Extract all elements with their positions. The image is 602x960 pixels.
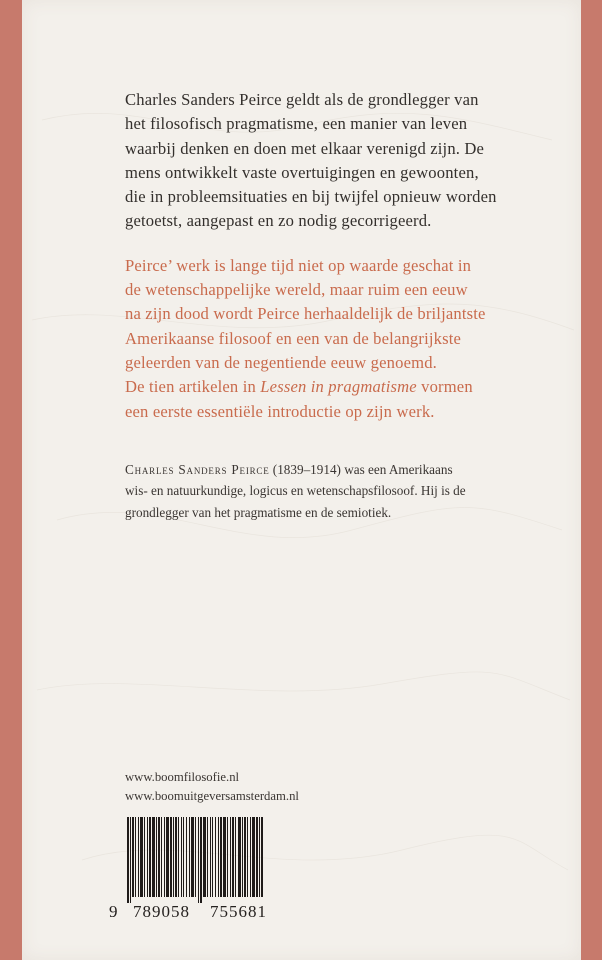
accent-line-2: de wetenschappelijke wereld, maar ruim een eeuw: [125, 280, 468, 300]
intro-line-5: die in probleemsituaties en bij twijfel opnieuw worden: [125, 187, 497, 207]
barcode-bar: [256, 817, 258, 897]
intro-line-1: Charles Sanders Peirce geldt als de grondlegger van: [125, 90, 479, 109]
barcode-bar: [250, 817, 251, 897]
barcode-bar: [166, 817, 169, 897]
accent-line-6-prefix: De tien artikelen in: [125, 377, 261, 397]
author-name: Charles Sanders Peirce: [125, 461, 270, 477]
barcode-bar: [195, 817, 196, 897]
barcode-bar: [261, 817, 263, 897]
paper-panel: [22, 0, 581, 960]
barcode-bar: [200, 817, 202, 903]
intro-paragraph: [125, 88, 580, 234]
isbn-group-1: 789058: [133, 902, 190, 921]
barcode-bar: [232, 817, 234, 897]
barcode-bar: [175, 817, 177, 897]
barcode-bar: [173, 817, 174, 897]
accent-line-7: een eerste essentiële introductie op zijn werk.: [125, 401, 435, 421]
main-text-block: [125, 88, 580, 537]
barcode-bar: [132, 817, 134, 897]
barcode-bar: [235, 817, 236, 897]
barcode-bar: [207, 817, 208, 897]
barcode-bar: [186, 817, 187, 897]
barcode-bar: [191, 817, 194, 897]
barcode-bar: [227, 817, 228, 897]
accent-line-4: Amerikaanse filosoof en een van de belangrijkste: [125, 328, 462, 348]
barcode-bar: [149, 817, 151, 897]
accent-line-5: geleerden van de negentiende eeuw genoemd.: [125, 352, 437, 372]
accent-line-6-suffix: vormen: [416, 377, 473, 397]
barcode-bar: [152, 817, 155, 897]
isbn-first-digit: 9: [109, 902, 119, 921]
barcode-bar: [189, 817, 190, 897]
barcode-bar: [144, 817, 145, 897]
barcode-bar: [210, 817, 211, 897]
intro-line-4: mens ontwikkelt vaste overtuigingen en gewoonten,: [125, 162, 479, 182]
author-bio: [125, 459, 580, 524]
barcode-bar: [138, 817, 139, 897]
barcode-bar: [161, 817, 162, 897]
publisher-websites: [125, 768, 299, 806]
barcode-bar: [212, 817, 213, 897]
barcode-bar: [130, 817, 131, 903]
isbn-barcode: [109, 817, 277, 925]
intro-line-6: getoetst, aangepast en zo nodig gecorrigeerd.: [125, 211, 432, 231]
barcode-bar: [259, 817, 260, 897]
isbn-group-2: 755681: [210, 902, 267, 921]
barcode-bar: [215, 817, 216, 897]
barcode-bar: [164, 817, 165, 897]
barcode-bar: [181, 817, 182, 897]
accent-line-1: Peirce’ werk is lange tijd niet op waarde geschat in: [125, 255, 472, 275]
barcode-bar: [178, 817, 179, 897]
barcode-bar: [170, 817, 172, 897]
barcode-bar: [127, 817, 129, 903]
barcode-bar: [223, 817, 226, 897]
barcode-bar: [218, 817, 219, 897]
barcode-bar: [220, 817, 222, 897]
bio-line-1: [125, 459, 580, 481]
accent-paragraph: [125, 254, 580, 424]
barcode-bar: [247, 817, 248, 897]
barcode-bar: [198, 817, 199, 903]
barcode-bar: [252, 817, 255, 897]
barcode-bar: [242, 817, 243, 897]
barcode-bar: [238, 817, 241, 897]
isbn-number: [109, 902, 277, 926]
barcode-bar: [183, 817, 184, 897]
intro-line-3: waarbij denken en doen met elkaar verenigd zijn. De: [125, 138, 485, 158]
barcode-bar: [147, 817, 148, 897]
barcode-bar: [158, 817, 160, 897]
barcode-bar: [135, 817, 136, 897]
barcode-bar: [140, 817, 143, 897]
intro-line-2: het filosofisch pragmatisme, een manier van leven: [125, 114, 468, 134]
website-link-1[interactable]: www.boomfilosofie.nl: [125, 770, 240, 784]
website-link-2[interactable]: www.boomuitgeversamsterdam.nl: [125, 789, 299, 803]
accent-line-6: [125, 375, 580, 399]
barcode-bar: [156, 817, 157, 897]
book-title: Lessen in pragmatisme: [260, 377, 417, 397]
barcode-bar: [244, 817, 246, 897]
barcode-bar: [230, 817, 231, 897]
bio-line-1-rest: (1839–1914) was een Amerikaans: [269, 461, 453, 477]
bio-line-2: wis- en natuurkundige, logicus en wetenschapsfilosoof. Hij is de: [125, 483, 466, 499]
barcode-bar: [203, 817, 206, 897]
accent-line-3: na zijn dood wordt Peirce herhaaldelijk de briljantste: [125, 304, 486, 324]
bio-line-3: grondlegger van het pragmatisme en de semiotiek.: [125, 504, 392, 520]
